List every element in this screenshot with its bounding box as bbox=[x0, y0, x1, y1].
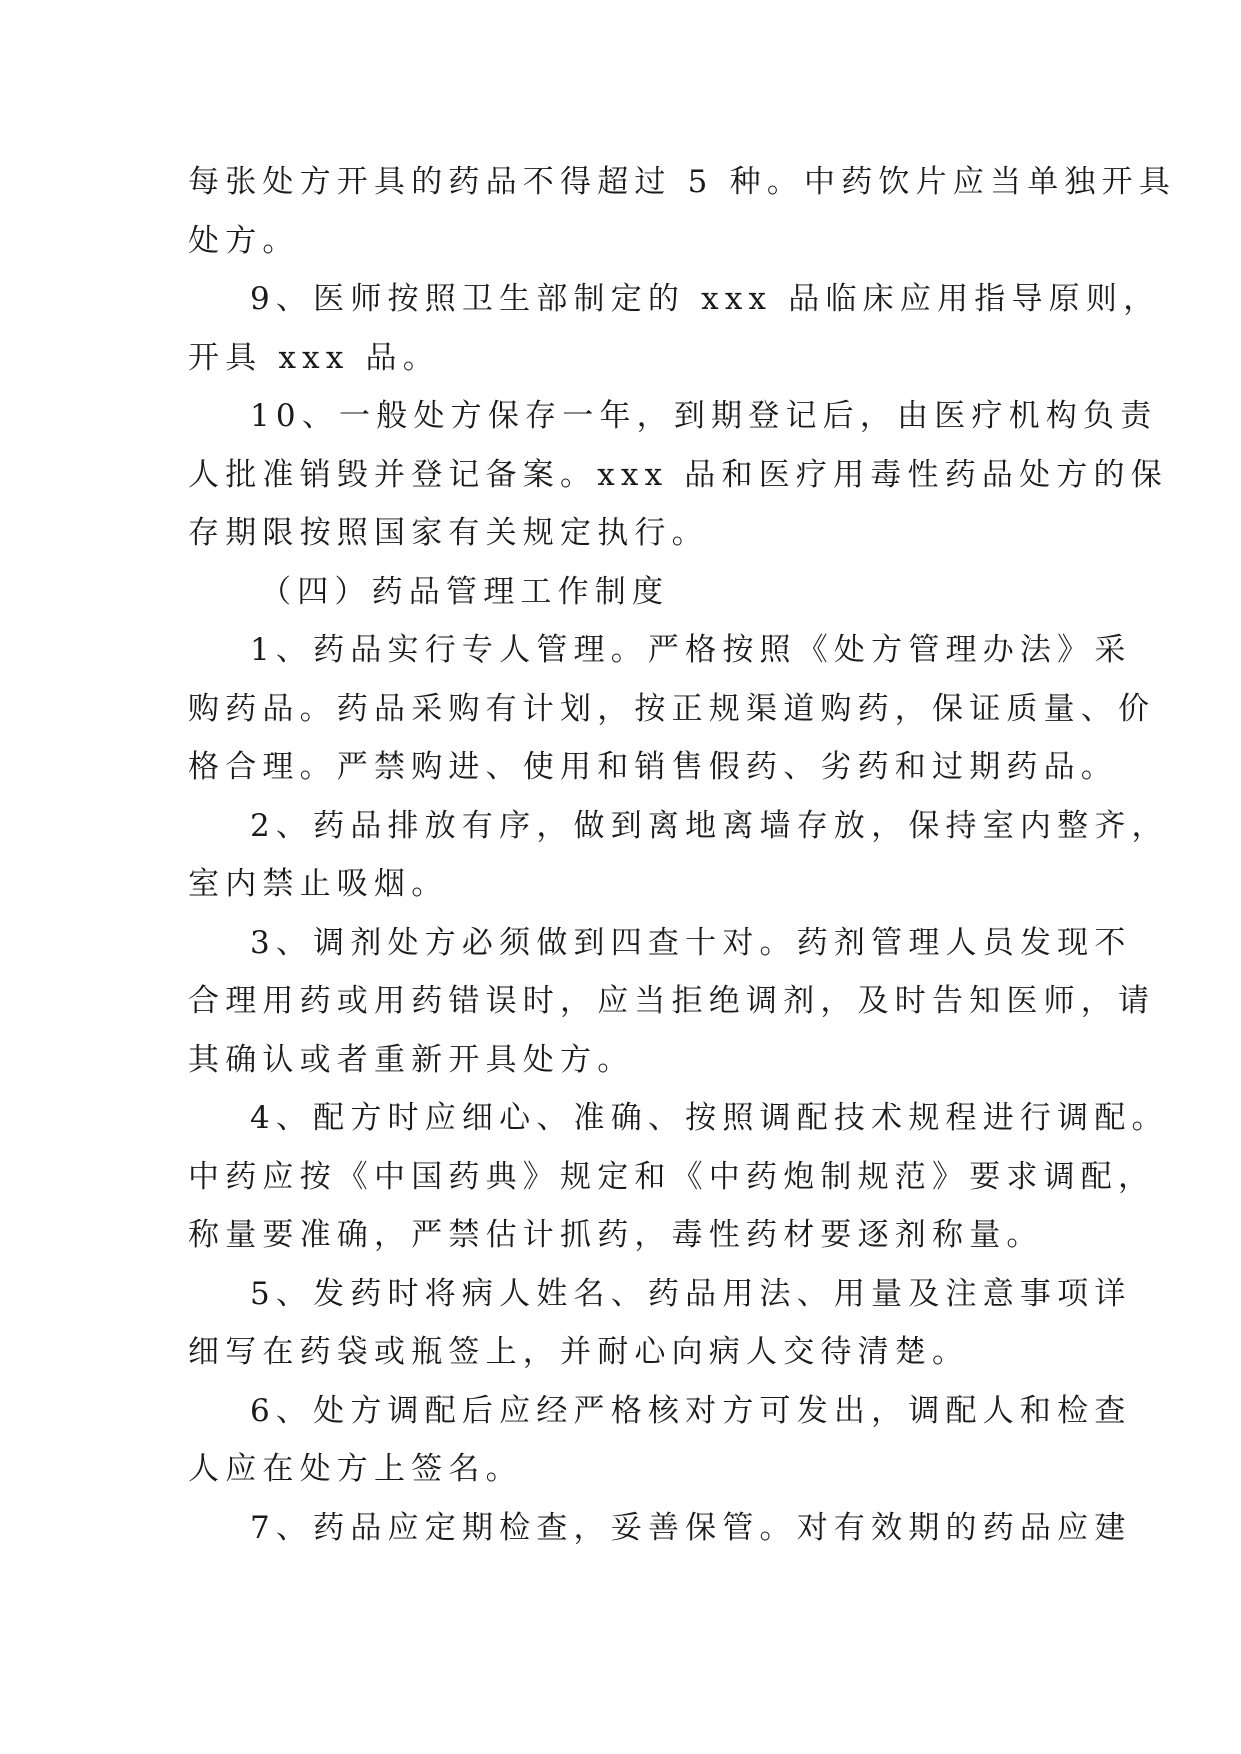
text-line: 1、药品实行专人管理。严格按照《处方管理办法》采 bbox=[250, 632, 1132, 668]
text-line: 细写在药袋或瓶签上，并耐心向病人交待清楚。 bbox=[188, 1334, 970, 1370]
text-line: 存期限按照国家有关规定执行。 bbox=[188, 515, 709, 551]
text-line: 6、处方调配后应经严格核对方可发出，调配人和检查 bbox=[250, 1392, 1132, 1429]
text-line: 室内禁止吸烟。 bbox=[188, 866, 449, 902]
text-line: 处方。 bbox=[188, 222, 300, 259]
text-line: 7、药品应定期检查，妥善保管。对有效期的药品应建 bbox=[250, 1509, 1132, 1546]
text-line: 购药品。药品采购有计划，按正规渠道购药，保证质量、价 bbox=[188, 690, 1156, 727]
text-line: 中药应按《中国药典》规定和《中药炮制规范》要求调配， bbox=[188, 1158, 1156, 1195]
text-line: 4、配方时应细心、准确、按照调配技术规程进行调配。 bbox=[250, 1100, 1169, 1136]
text-line: 开具 xxx 品。 bbox=[188, 339, 440, 376]
text-line: 称量要准确，严禁估计抓药，毒性药材要逐剂称量。 bbox=[188, 1217, 1044, 1253]
document-body bbox=[188, 153, 1177, 1557]
text-line: 人批准销毁并登记备案。xxx 品和医疗用毒性药品处方的保 bbox=[188, 456, 1168, 493]
text-line: 其确认或者重新开具处方。 bbox=[188, 1041, 635, 1078]
section-heading: （四）药品管理工作制度 bbox=[260, 573, 670, 610]
text-line: 人应在处方上签名。 bbox=[188, 1451, 523, 1487]
text-line: 合理用药或用药错误时，应当拒绝调剂，及时告知医师，请 bbox=[188, 983, 1156, 1019]
text-line: 2、药品排放有序，做到离地离墙存放，保持室内整齐， bbox=[250, 807, 1169, 844]
text-line: 5、发药时将病人姓名、药品用法、用量及注意事项详 bbox=[250, 1275, 1132, 1312]
text-line: 格合理。严禁购进、使用和销售假药、劣药和过期药品。 bbox=[188, 749, 1118, 785]
text-line: 3、调剂处方必须做到四查十对。药剂管理人员发现不 bbox=[250, 924, 1132, 961]
text-line: 9、医师按照卫生部制定的 xxx 品临床应用指导原则， bbox=[250, 281, 1161, 317]
text-line: 10、一般处方保存一年，到期登记后，由医疗机构负责 bbox=[250, 398, 1158, 434]
text-line: 每张处方开具的药品不得超过 5 种。中药饮片应当单独开具 bbox=[188, 164, 1177, 200]
